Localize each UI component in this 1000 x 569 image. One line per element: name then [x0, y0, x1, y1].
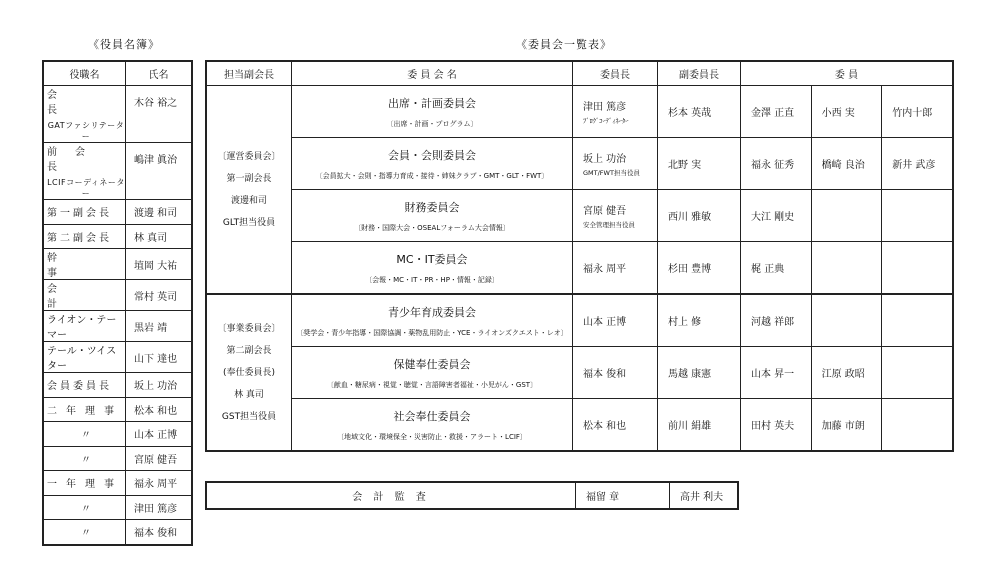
role-cell: 会長 GATファシリテーター [43, 86, 126, 143]
chair-cell: 松本 和也 [573, 399, 658, 452]
committee-name-cell: 財務委員会 〔財務・国際大会・OSEALフォーラム大会情報〕 [292, 190, 573, 242]
roster-title: 《役員名簿》 [88, 38, 160, 51]
vice-chair-cell: 馬越 康憲 [658, 347, 741, 399]
header-members: 委 員 [741, 61, 954, 86]
role-cell: 第一副会長 [43, 200, 126, 225]
header-vice-president: 担当副会長 [206, 61, 292, 86]
name-cell: 宮原 健吾 [126, 446, 193, 471]
member-cell: 田村 英夫 [741, 399, 812, 452]
role-subtitle: GATファシリテーター [47, 121, 125, 141]
member-cell: 江原 政昭 [811, 347, 882, 399]
group-cell: 〔事業委員会〕 第二副会長 (奉仕委員長) 林 真司 GST担当役員 [206, 294, 292, 451]
member-cell [882, 294, 953, 347]
name-cell: 木谷 裕之 [126, 86, 193, 143]
member-cell [811, 242, 882, 295]
role-cell: 〃 [43, 422, 126, 447]
name-cell: 山本 正博 [126, 422, 193, 447]
table-row [206, 294, 953, 347]
table-row [43, 311, 192, 342]
table-row [43, 422, 192, 447]
member-cell [811, 294, 882, 347]
chair-cell: 津田 篤彦 ﾌﾞﾛｸﾞｺｰﾃﾞｨﾈｰﾀｰ [573, 86, 658, 138]
auditor-cell: 高井 利夫 [670, 482, 739, 509]
table-row [43, 143, 192, 200]
committee-header [206, 61, 953, 86]
role-cell: 〃 [43, 446, 126, 471]
role-cell: 前会長 LCIFコーディネーター [43, 143, 126, 200]
role-cell: 〃 [43, 520, 126, 545]
group-cell: 〔運営委員会〕 第一副会長 渡邊和司 GLT担当役員 [206, 86, 292, 295]
member-cell [882, 242, 953, 295]
name-cell: 渡邊 和司 [126, 200, 193, 225]
name-cell: 松本 和也 [126, 397, 193, 422]
chair-cell: 宮原 健吾 安全管理担当役員 [573, 190, 658, 242]
vice-chair-cell: 杉田 豊博 [658, 242, 741, 295]
table-row [206, 347, 953, 399]
header-committee-name: 委 員 会 名 [292, 61, 573, 86]
header-role: 役職名 [43, 61, 126, 86]
vice-chair-cell: 村上 修 [658, 294, 741, 347]
member-cell: 大江 剛史 [741, 190, 812, 242]
member-cell: 金澤 正直 [741, 86, 812, 138]
table-row [206, 190, 953, 242]
table-row [206, 242, 953, 295]
member-cell: 新井 武彦 [882, 138, 953, 190]
table-row [206, 86, 953, 138]
member-cell: 橋崎 良治 [811, 138, 882, 190]
name-cell: 黒岩 靖 [126, 311, 193, 342]
role-cell: 会計 [43, 280, 126, 311]
chair-cell: 福本 俊和 [573, 347, 658, 399]
committee-name-cell: 青少年育成委員会 〔奨学会・青少年指導・国際協調・薬物乱用防止・YCE・ライオンズクエスト・レオ〕 [292, 294, 573, 347]
role-cell: 〃 [43, 495, 126, 520]
table-row [43, 280, 192, 311]
vice-chair-cell: 北野 実 [658, 138, 741, 190]
committee-name-cell: 出席・計画委員会 〔出席・計画・プログラム〕 [292, 86, 573, 138]
committee-name-cell: 会員・会則委員会 〔会員拡大・会則・指導力育成・接待・姉妹クラブ・GMT・GLT・FWT〕 [292, 138, 573, 190]
table-row [43, 200, 192, 225]
audit-label: 会 計 監 査 [206, 482, 576, 509]
table-row [206, 138, 953, 190]
chair-cell: 山本 正博 [573, 294, 658, 347]
table-row [206, 482, 738, 509]
role-cell: 第二副会長 [43, 224, 126, 249]
member-cell: 小西 実 [811, 86, 882, 138]
audit-table [205, 481, 739, 510]
committee-name-cell: 保健奉仕委員会 〔献血・糖尿病・視覚・聴覚・言語障害者福祉・小児がん・GST〕 [292, 347, 573, 399]
header-vice-chair: 副委員長 [658, 61, 741, 86]
role-cell: 幹事 [43, 249, 126, 280]
committee-name-cell: MC・IT委員会 〔会報・MC・IT・PR・HP・情報・記録〕 [292, 242, 573, 295]
committee-name-cell: 社会奉仕委員会 〔地域文化・環境保全・災害防止・救援・アラート・LCIF〕 [292, 399, 573, 452]
name-cell: 津田 篤彦 [126, 495, 193, 520]
member-cell: 梶 正典 [741, 242, 812, 295]
role-subtitle: LCIFコーディネーター [47, 178, 125, 198]
table-row [43, 249, 192, 280]
role-cell: 二年理事 [43, 397, 126, 422]
member-cell [811, 190, 882, 242]
header-name: 氏名 [126, 61, 193, 86]
table-row [43, 446, 192, 471]
vice-chair-cell: 前川 絹雄 [658, 399, 741, 452]
member-cell [882, 399, 953, 452]
member-cell: 加藤 市朗 [811, 399, 882, 452]
name-cell: 常村 英司 [126, 280, 193, 311]
member-cell [882, 347, 953, 399]
roster-header [43, 61, 192, 86]
committee-title: 《委員会一覧表》 [516, 38, 612, 51]
committee-table [205, 60, 954, 452]
officer-roster-table [42, 60, 193, 546]
member-cell [882, 190, 953, 242]
table-row [206, 399, 953, 452]
role-cell: ライオン・テーマー [43, 311, 126, 342]
member-cell: 河越 祥郎 [741, 294, 812, 347]
name-cell: 福永 周平 [126, 471, 193, 496]
vice-chair-cell: 杉本 英哉 [658, 86, 741, 138]
table-row [43, 86, 192, 143]
table-row [43, 224, 192, 249]
chair-cell: 坂上 功治 GMT/FWT担当役員 [573, 138, 658, 190]
name-cell: 埴岡 大祐 [126, 249, 193, 280]
member-cell: 福永 征秀 [741, 138, 812, 190]
member-cell: 竹内十郎 [882, 86, 953, 138]
table-row [43, 373, 192, 398]
table-row [43, 495, 192, 520]
table-row [43, 342, 192, 373]
name-cell: 林 真司 [126, 224, 193, 249]
name-cell: 坂上 功治 [126, 373, 193, 398]
role-cell: テール・ツイスター [43, 342, 126, 373]
table-row [43, 471, 192, 496]
name-cell: 嶋津 眞治 [126, 143, 193, 200]
table-row [43, 520, 192, 545]
chair-cell: 福永 周平 [573, 242, 658, 295]
name-cell: 福本 俊和 [126, 520, 193, 545]
role-cell: 会員委員長 [43, 373, 126, 398]
header-chair: 委員長 [573, 61, 658, 86]
vice-chair-cell: 西川 雅敏 [658, 190, 741, 242]
table-row [43, 397, 192, 422]
role-cell: 一年理事 [43, 471, 126, 496]
member-cell: 山本 昇一 [741, 347, 812, 399]
name-cell: 山下 達也 [126, 342, 193, 373]
auditor-cell: 福留 章 [576, 482, 670, 509]
